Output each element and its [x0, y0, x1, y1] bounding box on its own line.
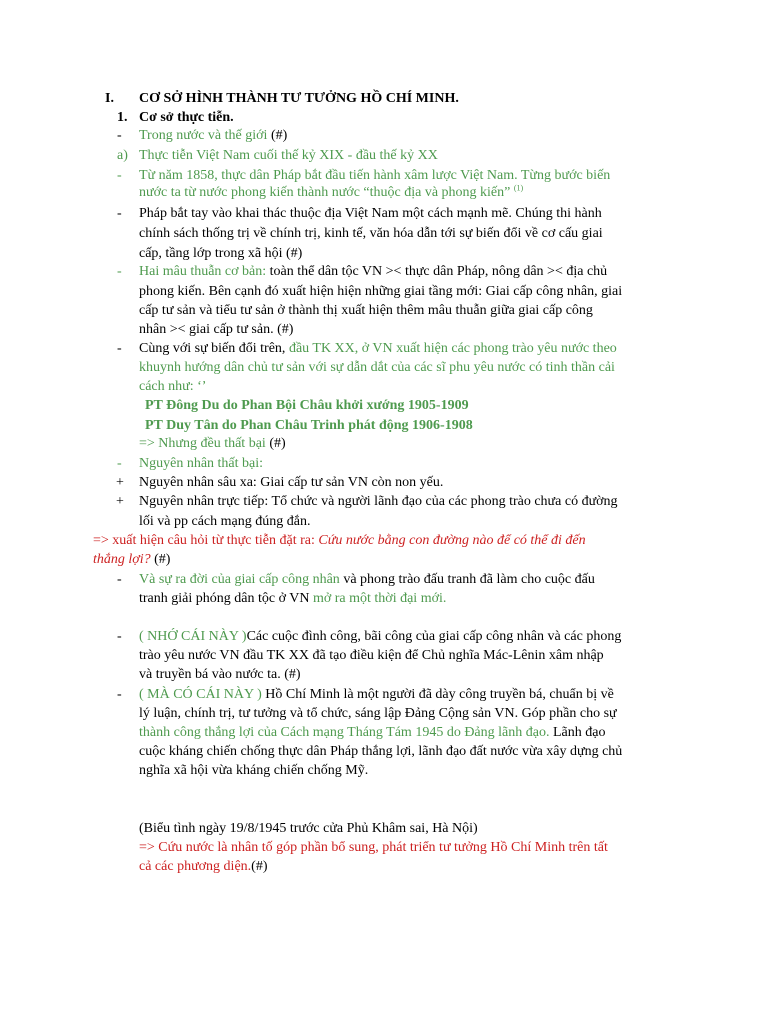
conclusion-line: cả các phương diện.(#) — [139, 859, 268, 874]
paragraph-line: Và sự ra đời của giai cấp công nhân và phong trào đấu tranh đã làm cho cuộc đấu — [139, 572, 595, 587]
subsection-number: 1. — [117, 110, 128, 125]
footnote-mark: (1) — [513, 183, 524, 193]
paragraph-line: chính sách thống trị về chính trị, kinh tế, văn hóa dẫn tới sự biến đổi về cơ cấu giai — [139, 226, 603, 241]
item-vn-reality: Thực tiễn Việt Nam cuối thế kỷ XIX - đầu thế kỷ XX — [139, 148, 438, 163]
conclusion-line: => Cứu nước là nhân tố góp phần bổ sung, phát triển tư tưởng Hồ Chí Minh trên tất — [139, 840, 608, 855]
bullet-plus: + — [116, 494, 124, 509]
question-line: => xuất hiện câu hỏi từ thực tiễn đặt ra: Cứu nước bằng con đường nào để có thể đi đến — [93, 533, 586, 548]
paragraph-line: lối và pp cách mạng đúng đắn. — [139, 514, 311, 529]
paragraph-line: nghĩa xã hội vừa kháng chiến chống Mỹ. — [139, 763, 369, 778]
bullet-dash: - — [117, 572, 122, 587]
bullet-dash: - — [117, 629, 122, 644]
item-domestic-world: Trong nước và thế giới (#) — [139, 128, 288, 143]
paragraph-line: ( NHỚ CÁI NÀY )Các cuộc đình công, bãi công của giai cấp công nhân và các phong — [139, 629, 622, 644]
bullet-dash: - — [117, 687, 122, 702]
paragraph-line: nhân >< giai cấp tư sản. (#) — [139, 322, 294, 337]
cause-deep: Nguyên nhân sâu xa: Giai cấp tư sản VN còn non yếu. — [139, 475, 444, 490]
photo-caption: (Biểu tình ngày 19/8/1945 trước cửa Phủ Khâm sai, Hà Nội) — [139, 821, 478, 836]
paragraph-line: phong kiến. Bên cạnh đó xuất hiện hiện những giai tầng mới: Giai cấp công nhân, giai — [139, 284, 623, 299]
paragraph-line: ( MÀ CÓ CÁI NÀY ) Hồ Chí Minh là một người đã dày công truyền bá, chuẩn bị về — [139, 687, 614, 702]
bullet-dash: - — [117, 168, 122, 183]
section-heading: CƠ SỞ HÌNH THÀNH TƯ TƯỞNG HỒ CHÍ MINH. — [139, 91, 459, 106]
paragraph-line: Từ năm 1858, thực dân Pháp bắt đầu tiến hành xâm lược Việt Nam. Từng bước biến — [139, 168, 611, 183]
item-failure-causes: Nguyên nhân thất bại: — [139, 456, 264, 471]
paragraph-line: Pháp bắt tay vào khai thác thuộc địa Việt Nam một cách mạnh mẽ. Chúng thi hành — [139, 206, 602, 221]
cause-direct: Nguyên nhân trực tiếp: Tổ chức và người lãnh đạo của các phong trào chưa có đường — [139, 494, 618, 509]
movement-dong-du: PT Đông Du do Phan Bội Châu khởi xướng 1905-1909 — [145, 398, 469, 413]
list-marker-a: a) — [117, 148, 128, 163]
paragraph-line: khuynh hướng dân chủ tư sản với sự dẫn dắt của các sĩ phu yêu nước có tinh thần cải — [139, 360, 615, 375]
bullet-dash: - — [117, 128, 122, 143]
paragraph-line: và truyền bá vào nước ta. (#) — [139, 667, 301, 682]
bullet-dash: - — [117, 341, 122, 356]
failure-note: => Nhưng đều thất bại (#) — [139, 436, 286, 451]
paragraph-line: cấp tư sản và tiểu tư sản ở thành thị xuất hiện thêm mâu thuẫn giữa giai cấp công — [139, 303, 593, 318]
paragraph-line: tranh giải phóng dân tộc ở VN mở ra một thời đại mới. — [139, 591, 447, 606]
bullet-plus: + — [116, 475, 124, 490]
question-line: thắng lợi? (#) — [93, 552, 171, 567]
paragraph-line: trào yêu nước VN đầu TK XX đã tạo điều kiện để Chủ nghĩa Mác-Lênin xâm nhập — [139, 648, 604, 663]
bullet-dash: - — [117, 264, 122, 279]
paragraph-line: Cùng với sự biến đổi trên, đầu TK XX, ở VN xuất hiện các phong trào yêu nước theo — [139, 341, 617, 356]
paragraph-line: nước ta từ nước phong kiến thành nước “thuộc địa và phong kiến” $^{(1)}$ — [139, 183, 524, 200]
paragraph-line: cấp, tầng lớp trong xã hội (#) — [139, 246, 303, 261]
movement-duy-tan: PT Duy Tân do Phan Châu Trinh phát động 1906-1908 — [145, 418, 473, 433]
paragraph-line: thành công thắng lợi của Cách mạng Tháng Tám 1945 do Đảng lãnh đạo. Lãnh đạo — [139, 725, 606, 740]
section-number: I. — [105, 91, 114, 106]
subsection-heading: Cơ sở thực tiễn. — [139, 110, 234, 125]
paragraph-line: cách như: ‘’ — [139, 379, 207, 394]
paragraph-line: cuộc kháng chiến chống thực dân Pháp thắng lợi, lãnh đạo đất nước vừa xây dựng chủ — [139, 744, 623, 759]
bullet-dash: - — [117, 456, 122, 471]
paragraph-line: lý luận, chính trị, tư tưởng và tổ chức, sáng lập Đảng Cộng sản VN. Góp phần cho sự — [139, 706, 617, 721]
paragraph-line: Hai mâu thuẫn cơ bản: toàn thể dân tộc VN >< thực dân Pháp, nông dân >< địa chủ — [139, 264, 608, 279]
bullet-dash: - — [117, 206, 122, 221]
